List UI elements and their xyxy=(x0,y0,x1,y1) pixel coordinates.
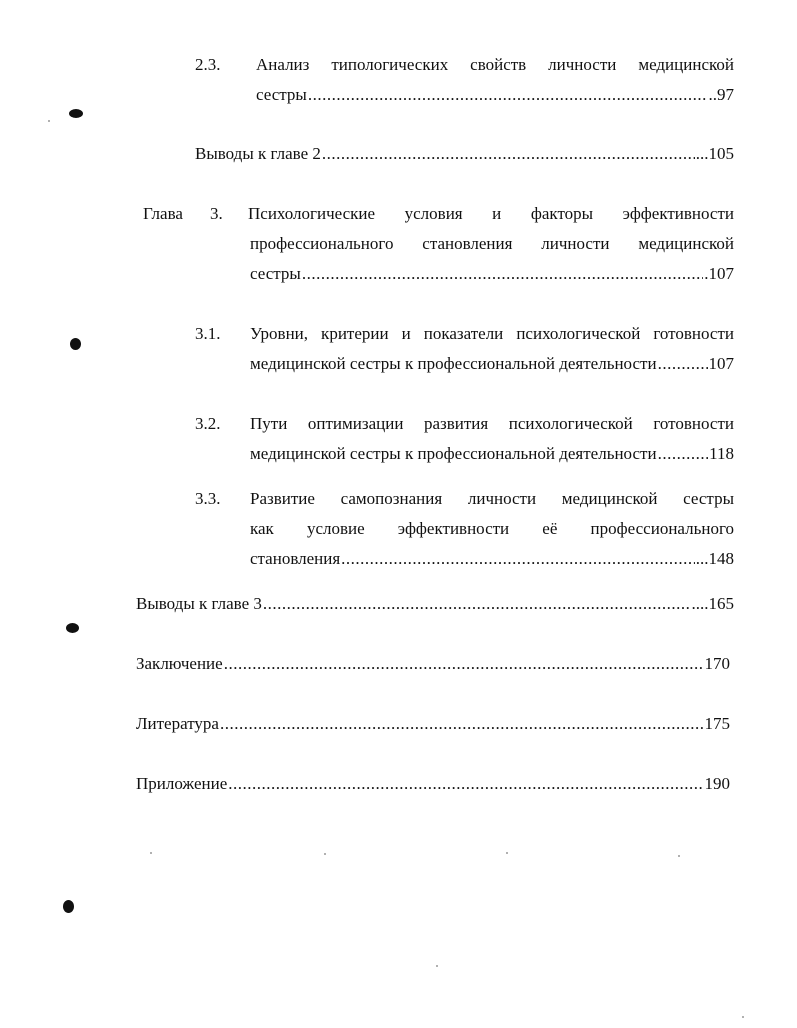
leader-dots xyxy=(302,263,703,285)
scan-blot xyxy=(63,900,74,913)
leader-dots xyxy=(308,84,708,106)
entry-title: Заключение xyxy=(136,654,223,673)
section-3-1-title: Уровни, критерии и показатели психологической готовности xyxy=(250,324,734,343)
section-3-3-title: Развитие самопознания личности медицинской сестры xyxy=(250,489,734,508)
toc-entry-2-3 xyxy=(256,84,734,106)
page-number: 107 xyxy=(708,354,734,373)
section-3-2-title: Пути оптимизации развития психологической готовности xyxy=(250,414,734,433)
toc-entry-3-1 xyxy=(250,353,734,375)
section-3-3-title-line2: как условие эффективности её профессионального xyxy=(250,519,734,538)
leader-dots xyxy=(658,443,709,465)
section-3-1-title-end: медицинской сестры к профессиональной деятельности xyxy=(250,354,657,373)
entry-title: Выводы к главе 2 xyxy=(195,144,321,163)
chapter-3-title-end: сестры xyxy=(250,264,301,283)
page-number: 170 xyxy=(704,654,730,673)
page-number: 118 xyxy=(709,444,734,463)
scan-speck xyxy=(324,853,326,855)
page-number: ...148 xyxy=(695,549,734,568)
section-3-3-title-end: становления xyxy=(250,549,341,568)
toc-entry-3-2 xyxy=(250,443,734,465)
page-number: ..97 xyxy=(708,85,734,104)
scan-speck xyxy=(436,965,438,967)
page-number: ....165 xyxy=(691,594,734,613)
section-2-3-title-end: сестры xyxy=(256,85,307,104)
toc-entry-3-3 xyxy=(250,548,734,570)
page-number: 190 xyxy=(704,774,730,793)
leader-dots xyxy=(341,548,695,570)
leader-dots xyxy=(228,773,703,795)
leader-dots xyxy=(263,593,691,615)
scan-speck xyxy=(48,120,50,122)
scan-speck xyxy=(678,855,680,857)
section-number-3-3: 3.3. xyxy=(195,489,221,508)
scan-blot xyxy=(70,338,81,350)
toc-entry-ch2-conclusions xyxy=(195,143,734,165)
page-number: .107 xyxy=(704,264,734,283)
toc-entry-conclusion xyxy=(136,653,730,675)
chapter-3-title: Психологические условия и факторы эффективности xyxy=(248,204,734,223)
section-3-2-title-end: медицинской сестры к профессиональной деятельности xyxy=(250,444,657,463)
entry-title: Литература xyxy=(136,714,219,733)
entry-title: Приложение xyxy=(136,774,228,793)
chapter-3-title-line2: профессионального становления личности медицинской xyxy=(250,234,734,253)
section-number-2-3: 2.3. xyxy=(195,55,221,74)
toc-entry-ch3 xyxy=(250,263,734,285)
leader-dots xyxy=(224,653,704,675)
scan-speck xyxy=(506,852,508,854)
scan-blot xyxy=(69,109,83,118)
entry-title: Выводы к главе 3 xyxy=(136,594,262,613)
page-number: ...105 xyxy=(695,144,734,163)
toc-entry-appendix xyxy=(136,773,730,795)
leader-dots xyxy=(220,713,704,735)
section-2-3-title: Анализ типологических свойств личности медицинской xyxy=(256,55,734,74)
leader-dots xyxy=(658,353,708,375)
toc-entry-literature xyxy=(136,713,730,735)
section-number-3-1: 3.1. xyxy=(195,324,221,343)
scan-blot xyxy=(66,623,79,633)
page-number: 175 xyxy=(704,714,730,733)
toc-entry-ch3-conclusions xyxy=(136,593,734,615)
leader-dots xyxy=(322,143,695,165)
chapter-number: 3. xyxy=(210,204,223,223)
chapter-label: Глава xyxy=(143,204,183,223)
scan-speck xyxy=(742,1016,744,1018)
scan-speck xyxy=(150,852,152,854)
section-number-3-2: 3.2. xyxy=(195,414,221,433)
